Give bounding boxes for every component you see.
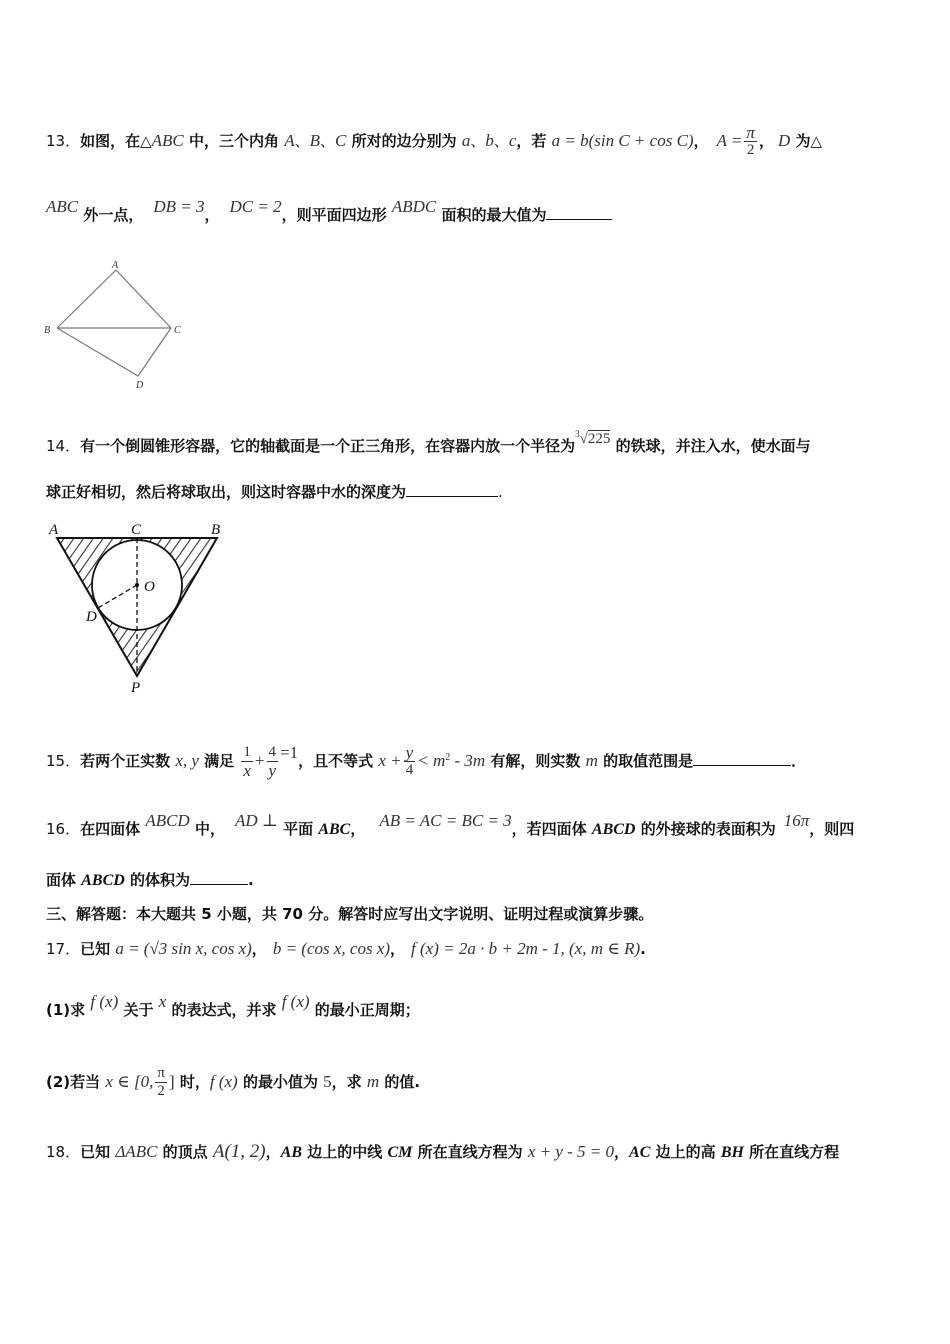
q13-line2: ABC 外一点， DB = 3， DC = 2，则平面四边形 ABDC 面积的最大值为 bbox=[46, 204, 906, 226]
section-heading: 三、解答题：本大题共 5 小题，共 70 分。解答时应写出文字说明、证明过程或演算步骤。 bbox=[46, 905, 654, 923]
answer-blank bbox=[546, 205, 612, 220]
svg-text:A: A bbox=[49, 522, 59, 538]
label-c: C bbox=[174, 325, 181, 336]
svg-text:P: P bbox=[131, 680, 141, 696]
center-o bbox=[135, 583, 139, 587]
edge-ab bbox=[57, 270, 116, 328]
q16-line2: 面体 ABCD 的体积为 . bbox=[46, 871, 254, 889]
svg-text:O: O bbox=[144, 579, 155, 595]
answer-blank bbox=[693, 751, 791, 766]
svg-text:C: C bbox=[131, 522, 142, 538]
edge-bd bbox=[57, 328, 138, 376]
answer-blank bbox=[406, 482, 498, 497]
pi-over-2: $\frac{\pi}{2}$ bbox=[746, 123, 755, 158]
q18-line1: 18．已知 ΔABC 的顶点 A(1, 2)，AB 边上的中线 CM 所在直线方程为 x + y - 5 = 0，AC 边上的高 BH 所在直线方程 bbox=[46, 1141, 840, 1162]
condition-equation: a = b(sin C + cos C) bbox=[551, 131, 694, 150]
q17-part2: (2)若当 x ∈ [0, $\frac{\pi}{2}$ ] 时，f (x) 的最小值为 5，求 m 的值. bbox=[46, 1065, 421, 1099]
svg-text:D: D bbox=[86, 609, 97, 625]
label-b: B bbox=[44, 325, 51, 336]
quadrilateral-figure bbox=[40, 256, 200, 396]
q13-line1: 13．如图，在△ABC 中，三个内角 A、B、C 所对的边分别为 a、b、c，若 a = b(sin C + cos C)， A = $\frac{\pi}{2}$ ， D 为△ bbox=[46, 123, 822, 158]
cube-root: $^3$√225 bbox=[575, 429, 611, 447]
question-number: 13． bbox=[46, 132, 81, 150]
edge-cd bbox=[138, 328, 171, 376]
cone-sphere-figure bbox=[40, 516, 240, 696]
q17-part1: (1)求 f (x) 关于 x 的表达式，并求 f (x) 的最小正周期； bbox=[46, 992, 420, 1019]
answer-blank bbox=[190, 870, 248, 885]
q14-line1: 14．有一个倒圆锥形容器，它的轴截面是一个正三角形，在容器内放一个半径为$^3$√225 的铁球，并注入水，使水面与 bbox=[46, 429, 811, 455]
edge-ac bbox=[116, 270, 171, 328]
q15-line1: 15．若两个正实数 x, y 满足 $\frac{1}{x}$ + $\frac{4}{y}$ =1，且不等式 x + $\frac{y}{4}$ < $m^2 - 3m$ 有解，则实数 m 的取值范围是 ． bbox=[46, 743, 807, 780]
q14-line2: 球正好相切，然后将球取出，则这时容器中水的深度为 . bbox=[46, 483, 503, 501]
label-d: D bbox=[136, 380, 144, 391]
label-a: A bbox=[112, 260, 119, 271]
q16-line1: 16．在四面体 ABCD 中， AD ⊥ 平面 ABC， AB = AC = BC = 3，若四面体 ABCD 的外接球的表面积为 16π，则四 bbox=[46, 811, 855, 838]
q17-line1: 17．已知 a = (√3 sin x, cos x)， b = (cos x, cos x)， f (x) = 2a · b + 2m - 1, (x, m ∈ R). bbox=[46, 939, 646, 958]
svg-text:B: B bbox=[211, 522, 221, 538]
